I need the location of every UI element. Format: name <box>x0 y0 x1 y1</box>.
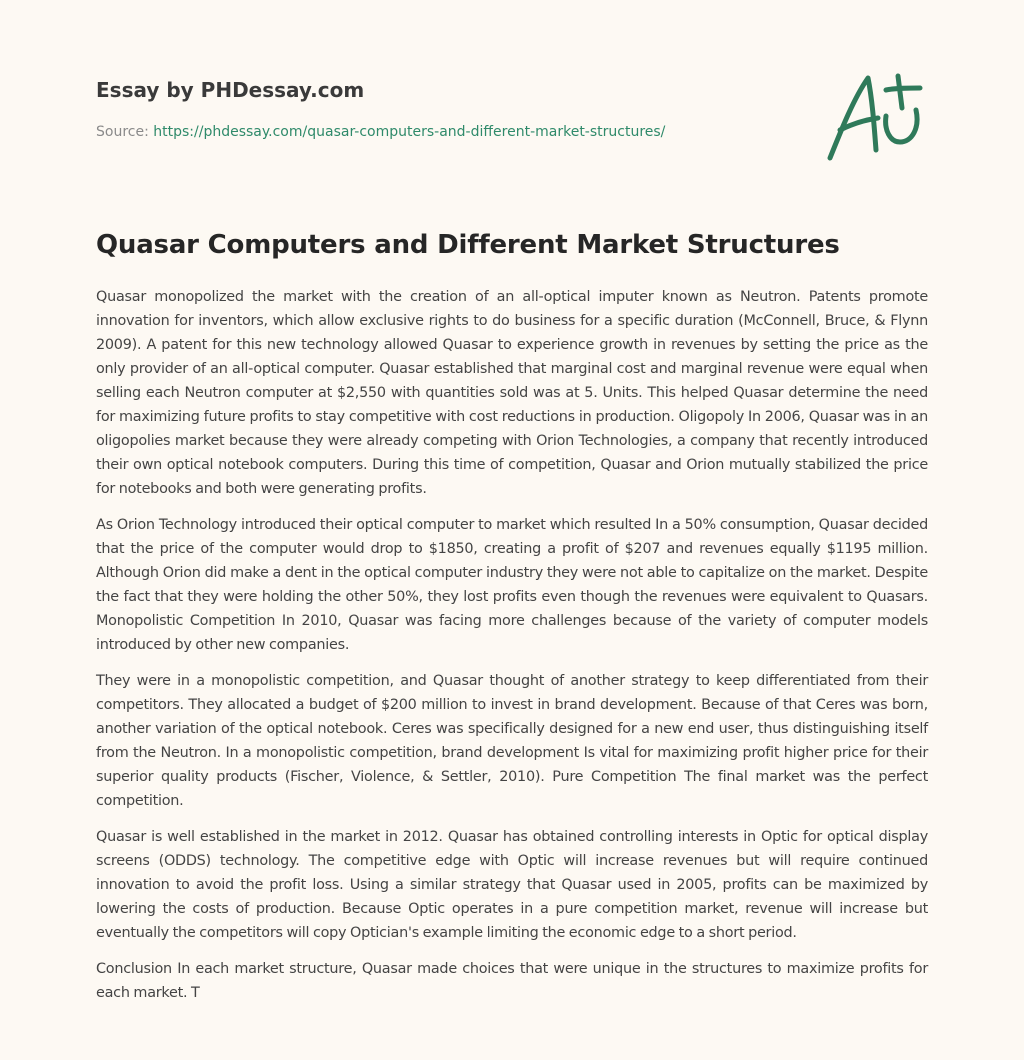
essay-paragraph: As Orion Technology introduced their optical computer to market which resulted In a 50% consumption, Quasar decided that the price of the computer would drop to $1850, creating a profit of $207 and revenues equally $1195 million. Although Orion did make a dent in the optical computer industry they were not able to capitalize on the market. Despite the fact that they were holding the other 50%, they lost profits even though the revenues were equivalent to Quasars. Monopolistic Competition In 2010, Quasar was facing more challenges because of the variety of computer models introduced by other new companies. <box>96 517 928 653</box>
essay-paragraph: Quasar monopolized the market with the creation of an all-optical imputer known as Neutron. Patents promote innovation for inventors, which allow exclusive rights to do business for a specific duration (McConnell, Bruce, & Flynn 2009). A patent for this new technology allowed Quasar to experience growth in revenues by setting the price as the only provider of an all-optical computer. Quasar established that marginal cost and marginal revenue were equal when selling each Neutron computer at $2,550 with quantities sold was at 5. Units. This helped Quasar determine the need for maximizing future profits to stay competitive with cost reductions in production. Oligopoly In 2006, Quasar was in an oligopolies market because they were already competing with Orion Technologies, a company that recently introduced their own optical notebook computers. During this time of competition, Quasar and Orion mutually stabilized the price for notebooks and both were generating profits. <box>96 289 928 497</box>
source-label: Source: <box>96 124 154 140</box>
a-plus-grade-icon <box>822 68 928 164</box>
essay-paragraph: They were in a monopolistic competition, and Quasar thought of another strategy to keep differentiated from their competitors. They allocated a budget of $200 million to invest in brand development. Because of that Ceres was born, another variation of the optical notebook. Ceres was specifically designed for a new end user, thus distinguishing itself from the Neutron. In a monopolistic competition, brand development Is vital for maximizing profit higher price for their superior quality products (Fischer, Violence, & Settler, 2010). Pure Competition The final market was the perfect competition. <box>96 673 928 809</box>
essay-body <box>96 285 928 1017</box>
source-line <box>96 122 796 142</box>
essay-paragraph: Conclusion In each market structure, Quasar made choices that were unique in the structures to maximize profits for each market. T <box>96 961 928 1001</box>
essay-title: Quasar Computers and Different Market Structures <box>96 230 840 260</box>
page-header <box>96 76 796 142</box>
essay-paragraph: Quasar is well established in the market in 2012. Quasar has obtained controlling interests in Optic for optical display screens (ODDS) technology. The competitive edge with Optic will increase revenues but will require continued innovation to avoid the profit loss. Using a similar strategy that Quasar used in 2005, profits can be maximized by lowering the costs of production. Because Optic operates in a pure competition market, revenue will increase but eventually the competitors will copy Optician's example limiting the economic edge to a short period. <box>96 829 928 941</box>
site-title: Essay by PHDessay.com <box>96 78 365 102</box>
source-link[interactable]: https://phdessay.com/quasar-computers-and-different-market-structures/ <box>153 124 666 140</box>
